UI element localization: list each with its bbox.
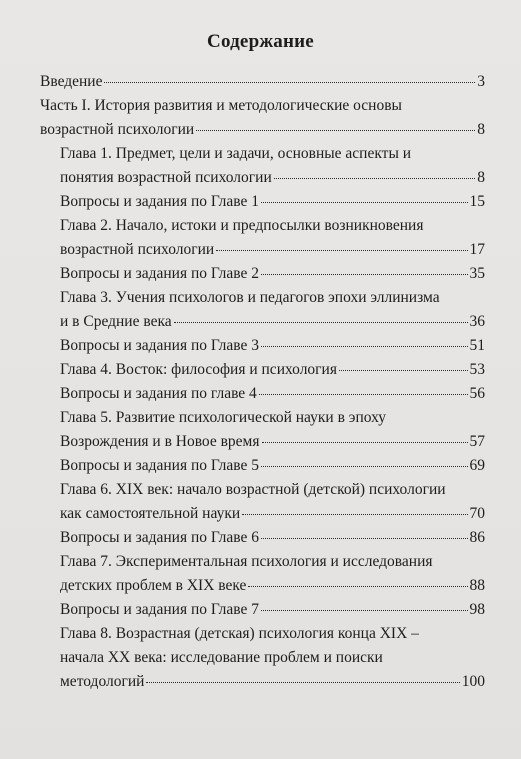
toc-entry (60, 526, 485, 550)
toc-entry (60, 358, 485, 382)
page-number: 56 (469, 385, 485, 402)
dot-leader (104, 81, 475, 83)
toc-entry-last-line (60, 502, 485, 526)
toc-entry-text: возрастной психологии (60, 241, 215, 258)
toc-entry-last-line (60, 598, 485, 622)
toc-entry-last-line (60, 574, 485, 598)
toc-entry-last-line (60, 262, 485, 286)
toc-entry-last-line (60, 358, 485, 382)
dot-leader (261, 273, 467, 275)
page-number: 17 (469, 241, 485, 258)
dot-leader (262, 441, 468, 443)
toc-entry-text: Глава 5. Развитие психологической науки в эпоху (60, 409, 387, 426)
toc-entry-last-line (60, 454, 485, 478)
page-number: 88 (469, 577, 485, 594)
toc-entry (40, 70, 485, 94)
toc-entry (60, 214, 485, 262)
toc-entry (60, 598, 485, 622)
toc-entry (60, 286, 485, 334)
dot-leader (216, 249, 467, 251)
toc-entry-last-line (60, 526, 485, 550)
page-number: 51 (469, 337, 485, 354)
page-number: 3 (477, 73, 485, 90)
toc-entry (60, 478, 485, 526)
toc-entry-text: понятия возрастной психологии (60, 169, 272, 186)
page-number: 70 (469, 505, 485, 522)
toc-entry-text: начала XX века: исследование проблем и поиски (60, 649, 383, 666)
toc-entry (60, 550, 485, 598)
toc-entry-text: Часть I. История развития и методологические основы (40, 97, 402, 114)
page-number: 36 (469, 313, 485, 330)
toc-entry-text: как самостоятельной науки (60, 505, 241, 522)
page-number: 69 (469, 457, 485, 474)
toc-entry-last-line (60, 382, 485, 406)
dot-leader (261, 345, 467, 347)
toc-entry (60, 190, 485, 214)
dot-leader (274, 177, 476, 179)
toc-entry-text: Вопросы и задания по Главе 1 (60, 193, 260, 210)
toc-entry-last-line (40, 118, 485, 142)
toc-entry-last-line (60, 670, 485, 694)
toc-entry-text: Вопросы и задания по Главе 6 (60, 529, 260, 546)
dot-leader (146, 681, 459, 683)
toc-entry-text: Глава 1. Предмет, цели и задачи, основные аспекты и (60, 145, 412, 162)
toc-entry-text: методологий (60, 673, 145, 690)
page-number: 35 (469, 265, 485, 282)
toc-entry-text: Вопросы и задания по Главе 5 (60, 457, 260, 474)
page-number: 86 (469, 529, 485, 546)
toc-entry-text: и в Средние века (60, 313, 172, 330)
toc-entry (60, 406, 485, 454)
toc-entry (60, 262, 485, 286)
toc-entry-text: Вопросы и задания по Главе 2 (60, 265, 260, 282)
dot-leader (261, 537, 467, 539)
toc-entry-text: Глава 3. Учения психологов и педагогов эпохи эллинизма (60, 289, 440, 306)
toc-entry-last-line (60, 166, 485, 190)
page-number: 15 (469, 193, 485, 210)
dot-leader (261, 465, 467, 467)
toc-entry-text: Вопросы и задания по Главе 3 (60, 337, 260, 354)
dot-leader (248, 585, 467, 587)
dot-leader (259, 393, 468, 395)
toc-entry (60, 454, 485, 478)
table-of-contents (0, 70, 521, 694)
toc-entry-text: возрастной психологии (40, 121, 195, 138)
toc-entry (60, 382, 485, 406)
toc-entry (60, 334, 485, 358)
toc-entry-last-line (60, 430, 485, 454)
dot-leader (339, 369, 468, 371)
toc-entry-text: Глава 6. XIX век: начало возрастной (детской) психологии (60, 481, 446, 498)
toc-entry (60, 622, 485, 694)
page-number: 8 (477, 169, 485, 186)
toc-entry-last-line (60, 190, 485, 214)
toc-entry-text: Глава 4. Восток: философия и психология (60, 361, 337, 378)
toc-entry-text: Глава 8. Возрастная (детская) психология конца XIX – (60, 625, 419, 642)
toc-entry-last-line (60, 310, 485, 334)
toc-entry-last-line (40, 70, 485, 94)
page-number: 8 (477, 121, 485, 138)
page-title: Содержание (207, 31, 314, 52)
page-number: 53 (469, 361, 485, 378)
toc-entry-text: детских проблем в XIX веке (60, 577, 247, 594)
dot-leader (242, 513, 467, 515)
toc-entry-last-line (60, 334, 485, 358)
dot-leader (261, 201, 467, 203)
dot-leader (196, 129, 475, 131)
toc-entry (40, 94, 485, 142)
toc-entry-text: Глава 7. Экспериментальная психология и исследования (60, 553, 433, 570)
toc-entry-last-line (60, 238, 485, 262)
toc-entry (60, 142, 485, 190)
page-number: 98 (469, 601, 485, 618)
dot-leader (174, 321, 468, 323)
toc-entry-text: Введение (40, 73, 103, 90)
toc-entry-text: Вопросы и задания по главе 4 (60, 385, 257, 402)
dot-leader (261, 609, 467, 611)
toc-entry-text: Вопросы и задания по Главе 7 (60, 601, 260, 618)
page-number: 100 (461, 673, 485, 690)
page-number: 57 (469, 433, 485, 450)
toc-entry-text: Глава 2. Начало, истоки и предпосылки возникновения (60, 217, 424, 234)
toc-entry-text: Возрождения и в Новое время (60, 433, 260, 450)
